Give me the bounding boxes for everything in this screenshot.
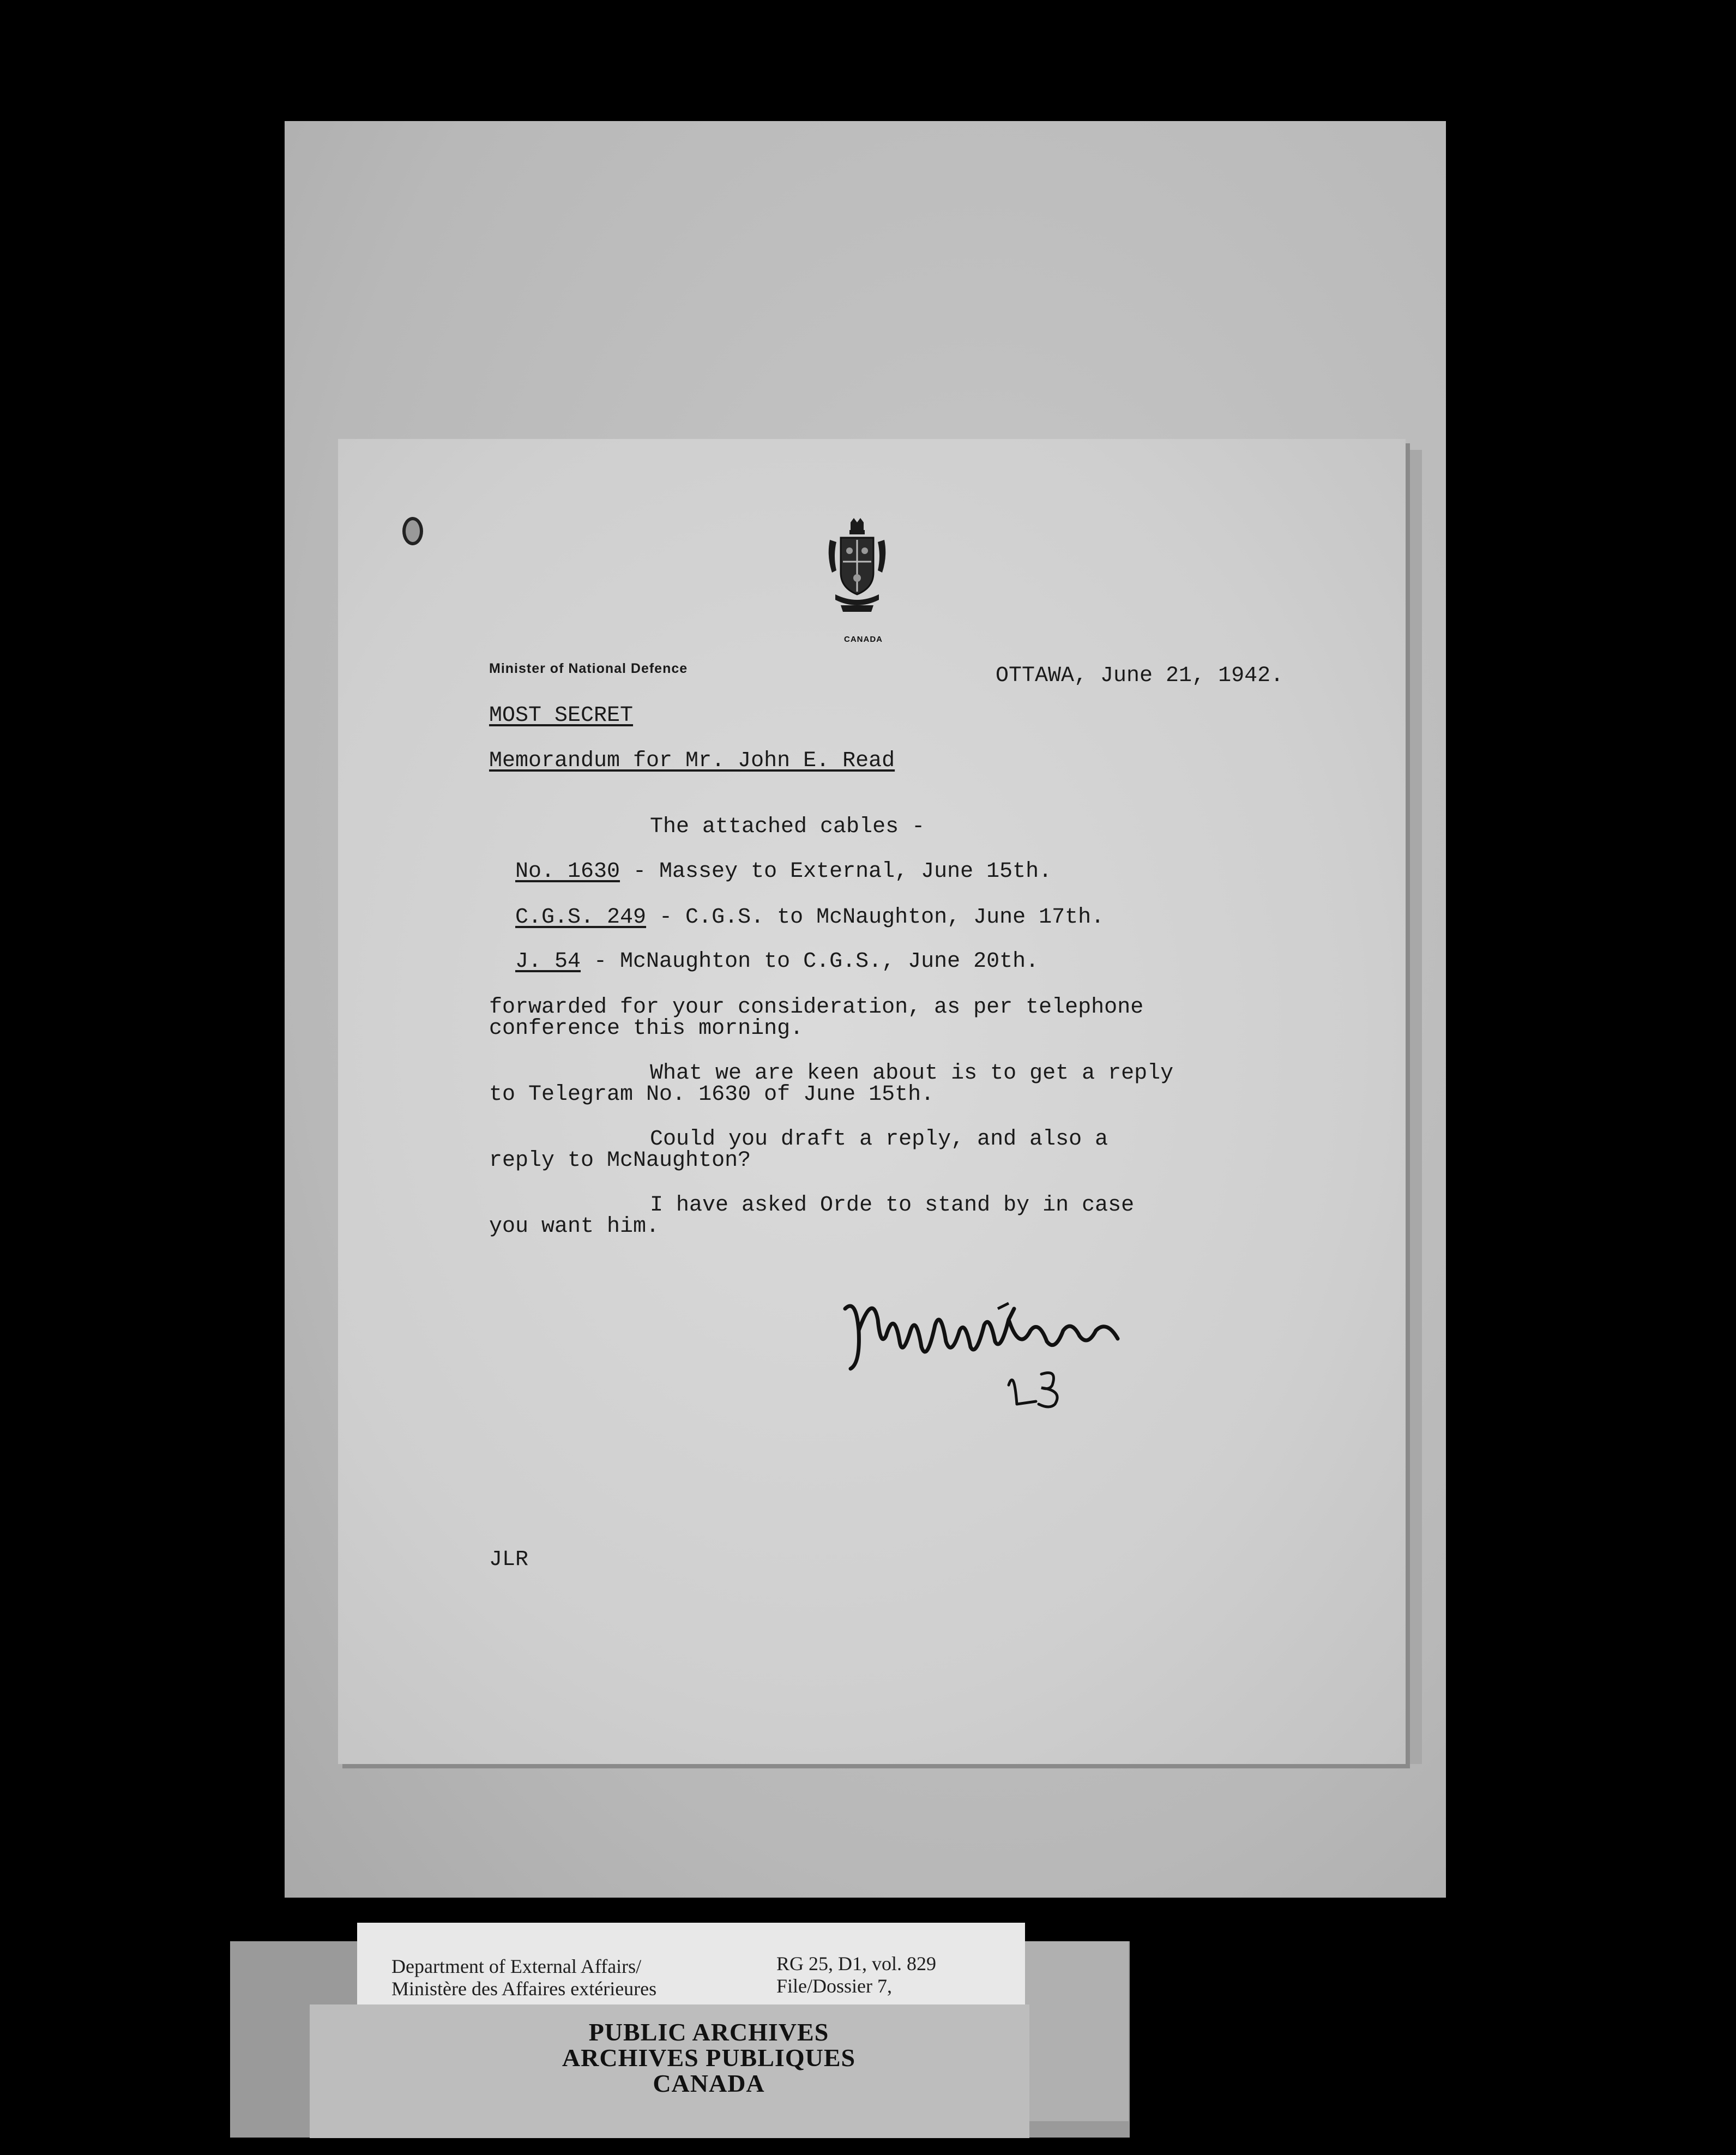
cable-ref: No. 1630 xyxy=(515,859,620,884)
body-line: to Telegram No. 1630 of June 15th. xyxy=(489,1082,935,1107)
intro-line: The attached cables - xyxy=(650,815,925,839)
crest-caption: CANADA xyxy=(844,635,883,644)
department-label: Department of External Affairs/ xyxy=(391,1955,642,1977)
cable-text: - McNaughton to C.G.S., June 20th. xyxy=(581,949,1039,974)
cable-text: - Massey to External, June 15th. xyxy=(620,859,1052,884)
cable-line xyxy=(515,859,1052,884)
cable-text: - C.G.S. to McNaughton, June 17th. xyxy=(646,905,1105,930)
label-tab xyxy=(1025,1941,1129,2121)
cable-ref: J. 54 xyxy=(515,949,581,974)
body-line: conference this morning. xyxy=(489,1016,804,1041)
body-line: you want him. xyxy=(489,1214,660,1239)
letter-edge xyxy=(1410,450,1422,1764)
body-line: reply to McNaughton? xyxy=(489,1148,751,1173)
record-group-ref: RG 25, D1, vol. 829 xyxy=(776,1953,937,1975)
royal-coat-of-arms-icon xyxy=(824,518,890,616)
punch-hole xyxy=(402,517,423,545)
file-ref: File/Dossier 7, xyxy=(776,1975,892,1997)
body-line: What we are keen about is to get a reply xyxy=(650,1061,1174,1086)
body-line: Could you draft a reply, and also a xyxy=(650,1127,1108,1152)
memorandum-subject: Memorandum for Mr. John E. Read xyxy=(489,749,895,773)
department-label-fr: Ministère des Affaires extérieures xyxy=(391,1978,657,2000)
archive-stamp-line: ARCHIVES PUBLIQUES xyxy=(562,2044,856,2072)
archive-stamp-line: PUBLIC ARCHIVES xyxy=(588,2018,829,2046)
body-line: forwarded for your consideration, as per telephone xyxy=(489,995,1144,1020)
classification-heading: MOST SECRET xyxy=(489,703,634,728)
typist-initials: JLR xyxy=(489,1548,529,1572)
cable-line xyxy=(515,905,1104,930)
cable-line xyxy=(515,949,1039,974)
body-line: I have asked Orde to stand by in case xyxy=(650,1193,1135,1218)
cable-ref: C.G.S. 249 xyxy=(515,905,647,930)
office-heading: Minister of National Defence xyxy=(489,661,688,676)
handwritten-signature xyxy=(834,1287,1140,1429)
archive-stamp-line: CANADA xyxy=(653,2069,765,2097)
dateline: OTTAWA, June 21, 1942. xyxy=(996,664,1284,688)
